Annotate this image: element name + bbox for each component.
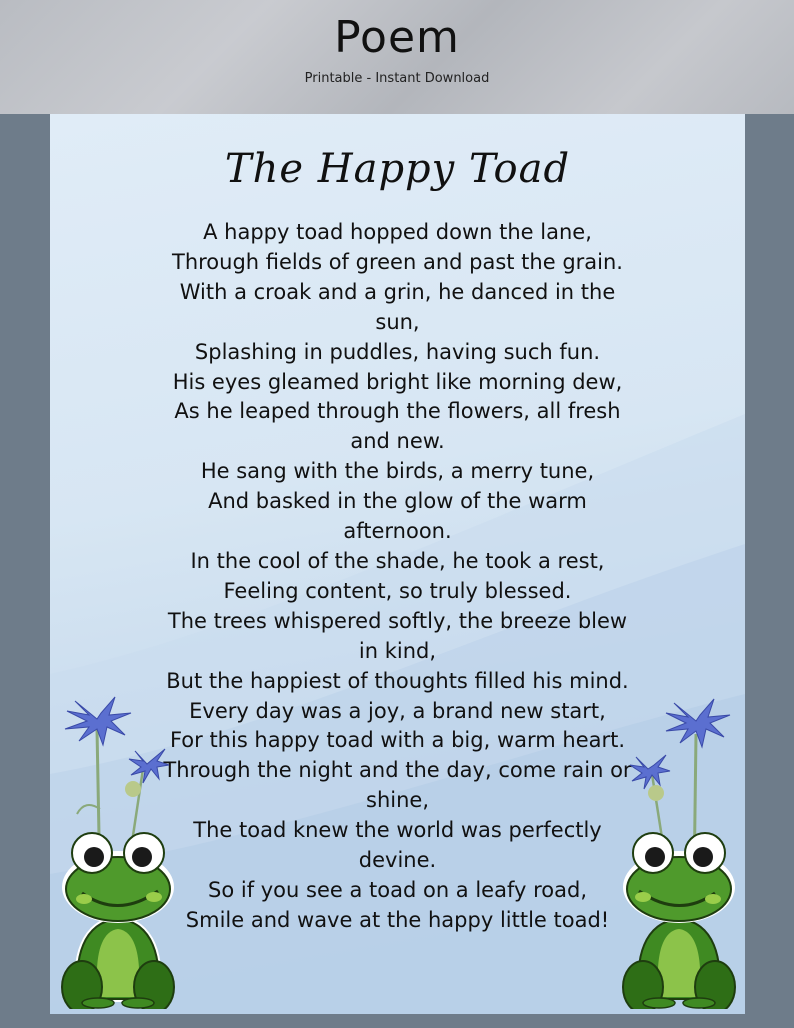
poem-line: But the happiest of thoughts filled his mind. [166,668,629,693]
frog-left-icon [54,809,182,1009]
poem-line: As he leaped through the flowers, all fresh and new. [174,399,621,454]
header-banner [0,0,794,114]
poem-line: So if you see a toad on a leafy road, [208,877,587,902]
poem-line: Every day was a joy, a brand new start, [189,698,606,723]
poem-title: The Happy Toad [224,146,571,192]
poem-line: And basked in the glow of the warm afternoon. [208,489,587,544]
poem-line: With a croak and a grin, he danced in the sun, [179,279,616,334]
header-subtitle: Printable - Instant Download [304,71,490,86]
poem-line: His eyes gleamed bright like morning dew, [172,369,623,394]
poem-line: A happy toad hopped down the lane, [203,220,592,244]
poem-line: For this happy toad with a big, warm heart. [169,728,626,753]
header-title: Poem [334,12,460,63]
poem-page [50,114,745,1014]
frog-right-icon [615,809,743,1009]
poem-line: He sang with the birds, a merry tune, [200,459,595,484]
poem-body [160,218,635,936]
poem-line: Feeling content, so truly blessed. [223,578,572,603]
poem-line: Smile and wave at the happy little toad! [185,907,610,932]
poem-line: In the cool of the shade, he took a rest, [190,548,605,573]
poem-line: The toad knew the world was perfectly devine. [193,818,602,873]
poem-line: The trees whispered softly, the breeze blew in kind, [167,608,628,663]
poem-line: Splashing in puddles, having such fun. [194,339,601,364]
poem-line: Through the night and the day, come rain or shine, [163,758,632,813]
poem-line: Through fields of green and past the grain. [172,249,623,274]
